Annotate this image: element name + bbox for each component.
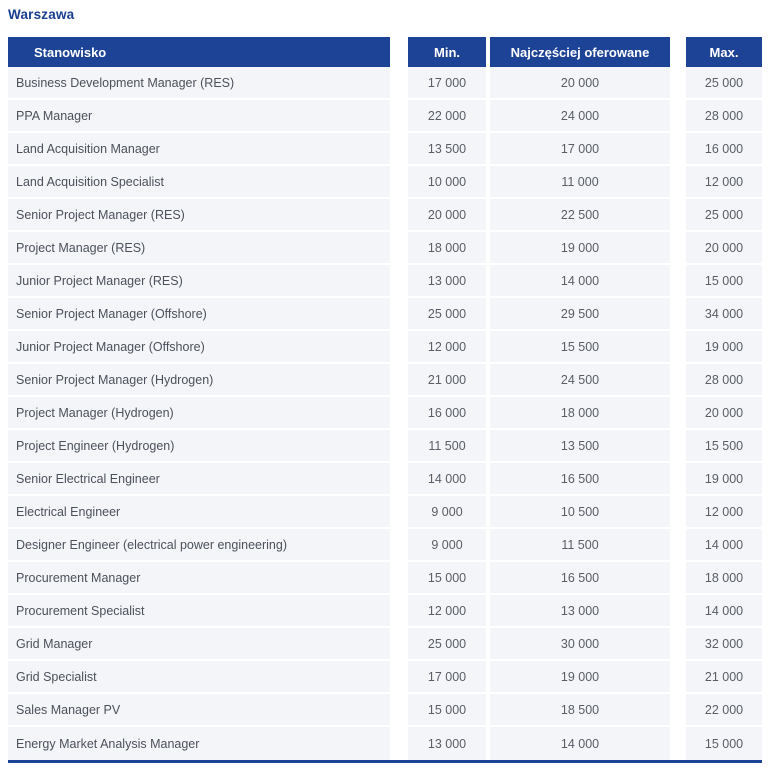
max-salary-cell: 19 000 [686,331,762,364]
max-salary-cell: 15 000 [686,727,762,760]
header-most-often-offered: Najczęściej oferowane [490,37,670,67]
table-row [8,364,762,397]
column-gap [670,37,686,67]
min-salary-cell: 21 000 [408,364,486,397]
min-salary-cell: 15 000 [408,694,486,727]
header-position: Stanowisko [8,37,390,67]
column-gap [670,496,686,529]
column-gap [390,265,408,298]
position-cell: PPA Manager [8,100,390,133]
column-gap [670,463,686,496]
min-salary-cell: 20 000 [408,199,486,232]
position-cell: Land Acquisition Specialist [8,166,390,199]
column-gap [390,166,408,199]
min-salary-cell: 15 000 [408,562,486,595]
min-salary-cell: 13 500 [408,133,486,166]
column-gap [390,562,408,595]
table-row [8,727,762,760]
column-gap [390,67,408,100]
typical-salary-cell: 17 000 [490,133,670,166]
min-salary-cell: 25 000 [408,298,486,331]
table-row [8,694,762,727]
column-gap [390,37,408,67]
position-cell: Senior Project Manager (Offshore) [8,298,390,331]
column-gap [670,298,686,331]
min-salary-cell: 14 000 [408,463,486,496]
column-gap [670,595,686,628]
position-cell: Procurement Manager [8,562,390,595]
typical-salary-cell: 14 000 [490,727,670,760]
max-salary-cell: 14 000 [686,595,762,628]
table-row [8,100,762,133]
column-gap [390,463,408,496]
typical-salary-cell: 19 000 [490,661,670,694]
position-cell: Grid Specialist [8,661,390,694]
typical-salary-cell: 15 500 [490,331,670,364]
min-salary-cell: 11 500 [408,430,486,463]
column-gap [390,496,408,529]
table-bottom-rule [8,760,762,763]
max-salary-cell: 28 000 [686,364,762,397]
column-gap [390,628,408,661]
typical-salary-cell: 16 500 [490,463,670,496]
column-gap [390,298,408,331]
column-gap [390,661,408,694]
position-cell: Project Manager (RES) [8,232,390,265]
max-salary-cell: 15 000 [686,265,762,298]
typical-salary-cell: 11 000 [490,166,670,199]
table-row [8,265,762,298]
max-salary-cell: 25 000 [686,199,762,232]
position-cell: Junior Project Manager (Offshore) [8,331,390,364]
table-row [8,199,762,232]
max-salary-cell: 15 500 [686,430,762,463]
salary-report-page [0,7,780,773]
min-salary-cell: 25 000 [408,628,486,661]
position-cell: Business Development Manager (RES) [8,67,390,100]
column-gap [670,661,686,694]
typical-salary-cell: 20 000 [490,67,670,100]
max-salary-cell: 22 000 [686,694,762,727]
column-gap [670,331,686,364]
column-gap [670,628,686,661]
position-cell: Junior Project Manager (RES) [8,265,390,298]
table-row [8,463,762,496]
position-cell: Land Acquisition Manager [8,133,390,166]
min-salary-cell: 17 000 [408,67,486,100]
max-salary-cell: 25 000 [686,67,762,100]
position-cell: Grid Manager [8,628,390,661]
table-row [8,430,762,463]
max-salary-cell: 14 000 [686,529,762,562]
min-salary-cell: 10 000 [408,166,486,199]
table-row [8,529,762,562]
table-row [8,133,762,166]
typical-salary-cell: 22 500 [490,199,670,232]
typical-salary-cell: 13 000 [490,595,670,628]
column-gap [670,727,686,760]
min-salary-cell: 9 000 [408,496,486,529]
position-cell: Electrical Engineer [8,496,390,529]
typical-salary-cell: 16 500 [490,562,670,595]
column-gap [670,265,686,298]
table-row [8,397,762,430]
position-cell: Procurement Specialist [8,595,390,628]
max-salary-cell: 12 000 [686,166,762,199]
max-salary-cell: 16 000 [686,133,762,166]
table-row [8,496,762,529]
column-gap [670,529,686,562]
max-salary-cell: 34 000 [686,298,762,331]
column-gap [670,133,686,166]
typical-salary-cell: 19 000 [490,232,670,265]
column-gap [670,232,686,265]
position-cell: Energy Market Analysis Manager [8,727,390,760]
typical-salary-cell: 10 500 [490,496,670,529]
min-salary-cell: 16 000 [408,397,486,430]
column-gap [670,397,686,430]
column-gap [390,133,408,166]
min-salary-cell: 13 000 [408,265,486,298]
max-salary-cell: 19 000 [686,463,762,496]
min-salary-cell: 12 000 [408,331,486,364]
position-cell: Senior Electrical Engineer [8,463,390,496]
salary-table [8,37,762,763]
typical-salary-cell: 24 000 [490,100,670,133]
position-cell: Senior Project Manager (RES) [8,199,390,232]
header-min: Min. [408,37,486,67]
column-gap [390,100,408,133]
column-gap [670,364,686,397]
column-gap [390,727,408,760]
column-gap [670,430,686,463]
min-salary-cell: 13 000 [408,727,486,760]
table-header-row [8,37,762,67]
typical-salary-cell: 24 500 [490,364,670,397]
column-gap [390,331,408,364]
table-row [8,562,762,595]
typical-salary-cell: 13 500 [490,430,670,463]
column-gap [390,364,408,397]
typical-salary-cell: 29 500 [490,298,670,331]
max-salary-cell: 20 000 [686,397,762,430]
table-row [8,331,762,364]
max-salary-cell: 28 000 [686,100,762,133]
column-gap [390,232,408,265]
max-salary-cell: 18 000 [686,562,762,595]
column-gap [670,100,686,133]
column-gap [670,166,686,199]
max-salary-cell: 32 000 [686,628,762,661]
table-row [8,232,762,265]
position-cell: Senior Project Manager (Hydrogen) [8,364,390,397]
column-gap [390,199,408,232]
column-gap [670,694,686,727]
column-gap [670,67,686,100]
max-salary-cell: 21 000 [686,661,762,694]
typical-salary-cell: 14 000 [490,265,670,298]
min-salary-cell: 17 000 [408,661,486,694]
column-gap [390,430,408,463]
min-salary-cell: 18 000 [408,232,486,265]
column-gap [390,397,408,430]
min-salary-cell: 12 000 [408,595,486,628]
column-gap [670,199,686,232]
position-cell: Project Manager (Hydrogen) [8,397,390,430]
column-gap [670,562,686,595]
table-row [8,166,762,199]
min-salary-cell: 9 000 [408,529,486,562]
header-max: Max. [686,37,762,67]
table-row [8,298,762,331]
table-row [8,595,762,628]
column-gap [390,529,408,562]
table-row [8,67,762,100]
column-gap [390,595,408,628]
position-cell: Designer Engineer (electrical power engineering) [8,529,390,562]
typical-salary-cell: 18 500 [490,694,670,727]
min-salary-cell: 22 000 [408,100,486,133]
table-row [8,628,762,661]
city-section-title: Warszawa [8,7,75,22]
table-row [8,661,762,694]
column-gap [390,694,408,727]
position-cell: Sales Manager PV [8,694,390,727]
typical-salary-cell: 30 000 [490,628,670,661]
typical-salary-cell: 11 500 [490,529,670,562]
position-cell: Project Engineer (Hydrogen) [8,430,390,463]
max-salary-cell: 12 000 [686,496,762,529]
typical-salary-cell: 18 000 [490,397,670,430]
table-body [8,67,762,760]
max-salary-cell: 20 000 [686,232,762,265]
